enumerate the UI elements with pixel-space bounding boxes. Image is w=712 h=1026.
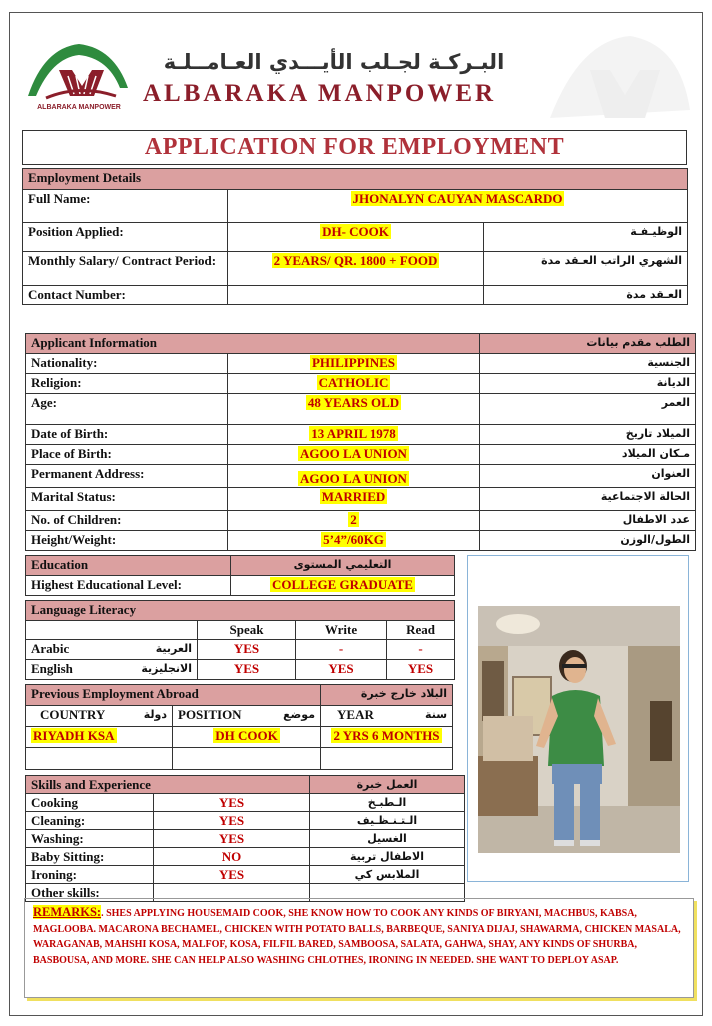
dob-value: 13 APRIL 1978 [311,426,396,441]
arabic-language-label: Arabic [31,641,70,656]
watermark-logo [530,30,690,120]
employment-details-table [22,168,688,305]
full-name-label: Full Name: [23,190,228,223]
nationality-label: Nationality: [26,354,228,374]
nationality-value: PHILIPPINES [311,355,396,370]
position-label-arabic: الوظيـفـة [484,223,688,252]
english-read: YES [387,660,455,680]
arabic-write: - [296,640,387,660]
address-label: Permanent Address: [26,465,228,488]
cleaning-label: Cleaning: [26,812,154,830]
marital-value: MARRIED [321,489,386,504]
applicant-section-header-arabic: الطلب مقدم بيانات [480,334,696,354]
address-value: AGOO LA UNION [300,471,407,486]
full-name-value: JHONALYN CAUYAN MASCARDO [352,191,563,206]
year-header-arabic: سنة [425,708,448,721]
applicant-photo-frame [467,555,689,882]
position-header-arabic: موضع [283,708,316,721]
education-table [25,555,455,596]
position-header: POSITION [178,707,242,722]
contact-label: Contact Number: [23,286,228,305]
form-title-box [22,130,687,165]
position-value: DH- COOK [322,224,389,239]
applicant-info-table [25,333,696,551]
cooking-value: YES [154,794,310,812]
skills-table [25,775,465,902]
ironing-value: YES [154,866,310,884]
education-section-header: Education [26,556,231,576]
baby-sitting-label-arabic: الاطفال تربية [310,848,465,866]
age-value: 48 YEARS OLD [307,395,400,410]
children-label: No. of Children: [26,511,228,531]
cleaning-label-arabic: الـتـنـظـيف [310,812,465,830]
employment-section-header: Employment Details [23,169,688,190]
form-title: APPLICATION FOR EMPLOYMENT [144,134,565,160]
skills-section-header-arabic: العمل خبرة [310,776,465,794]
remarks-label: REMARKS: [33,905,102,919]
year-header: YEAR [337,707,374,722]
marital-label-arabic: الحالة الاجتماعية [480,488,696,511]
ironing-label-arabic: الملابس كي [310,866,465,884]
contact-value [228,286,484,305]
education-section-header-arabic: التعليمي المستوى [231,556,455,576]
marital-label: Marital Status: [26,488,228,511]
previous-employment-table [25,684,453,770]
country-header-arabic: دولة [143,708,167,721]
previous-country-value: RIYADH KSA [33,728,115,743]
english-language-label: English [31,661,73,676]
arabic-read: - [387,640,455,660]
birthplace-value: AGOO LA UNION [300,446,407,461]
religion-value: CATHOLIC [318,375,389,390]
write-header: Write [296,621,387,640]
other-skills-label: Other skills: [26,884,154,902]
height-weight-value: 5’4”/60KG [323,532,384,547]
read-header: Read [387,621,455,640]
cleaning-value: YES [154,812,310,830]
company-name-english: ALBARAKA MANPOWER [143,80,497,107]
applicant-section-header: Applicant Information [26,334,480,354]
washing-label-arabic: الغسيل [310,830,465,848]
english-write: YES [296,660,387,680]
education-level-value: COLLEGE GRADUATE [272,577,413,592]
english-speak: YES [198,660,296,680]
previous-section-header: Previous Employment Abroad [26,685,321,706]
country-header: COUNTRY [40,707,106,722]
height-weight-label-arabic: الطول/الوزن [480,531,696,551]
english-language-label-arabic: الانجليزية [141,662,192,675]
arabic-language-label-arabic: العربية [155,642,192,655]
cooking-label-arabic: الـطبـخ [310,794,465,812]
address-label-arabic: العنوان [480,465,696,488]
arabic-speak: YES [198,640,296,660]
children-value: 2 [350,512,357,527]
skills-section-header: Skills and Experience [26,776,310,794]
religion-label: Religion: [26,374,228,394]
salary-value: 2 YEARS/ QR. 1800 + FOOD [273,253,438,268]
applicant-photo [478,606,680,853]
age-label-arabic: العمر [480,394,696,425]
remarks-text: . SHES APPLYING HOUSEMAID COOK, SHE KNOW HOW TO COOK ANY KINDS OF BIRYANI, MACHBUS, KABSA, MAGLOOBA. MACARONA BECHAMEL, CHICKEN WITH POTATO BALLS, BARBEQUE, SANIYA DIJAJ, SHAWARMA, CHICKEN MASALA, WARAGANAB, MAHSHI KOSA, MALFOF, KOSA, FILFIL BARED, SAMBOOSA, SALATA, GAHWA, SHAY, ANY KINDS OF SHURBA, BASBOUSA, AND MORE. SHE CAN HELP ALSO WASHING CHLOTHES, IRONING IN NEEDED. SHE WANT TO DEPLOY ASAP. [33,908,681,966]
language-section-header: Language Literacy [26,601,455,621]
education-level-label: Highest Educational Level: [26,576,231,596]
birthplace-label: Place of Birth: [26,445,228,465]
cooking-label: Cooking [26,794,154,812]
previous-section-header-arabic: البلاد خارج خبرة [321,685,453,706]
contact-label-arabic: العـقد مدة [484,286,688,305]
dob-label-arabic: الميلاد تاريخ [480,425,696,445]
position-label: Position Applied: [23,223,228,252]
religion-label-arabic: الديانة [480,374,696,394]
ironing-label: Ironing: [26,866,154,884]
washing-value: YES [154,830,310,848]
salary-label: Monthly Salary/ Contract Period: [23,252,228,286]
baby-sitting-value: NO [154,848,310,866]
age-label: Age: [26,394,228,425]
birthplace-label-arabic: مـكان الميلاد [480,445,696,465]
company-logo [24,38,134,118]
logo-caption: ALBARAKA MANPOWER [37,104,121,111]
previous-position-value: DH COOK [215,728,278,743]
children-label-arabic: عدد الاطفال [480,511,696,531]
nationality-label-arabic: الجنسية [480,354,696,374]
company-name-arabic: البـركـة لجـلب الأيـــدي العـامــلـة [163,50,505,74]
remarks-box [24,898,694,998]
baby-sitting-label: Baby Sitting: [26,848,154,866]
previous-year-value: 2 YRS 6 MONTHS [333,728,440,743]
washing-label: Washing: [26,830,154,848]
height-weight-label: Height/Weight: [26,531,228,551]
dob-label: Date of Birth: [26,425,228,445]
speak-header: Speak [198,621,296,640]
language-table [25,600,455,680]
salary-label-arabic: الشهري الراتب العـقد مدة [484,252,688,286]
